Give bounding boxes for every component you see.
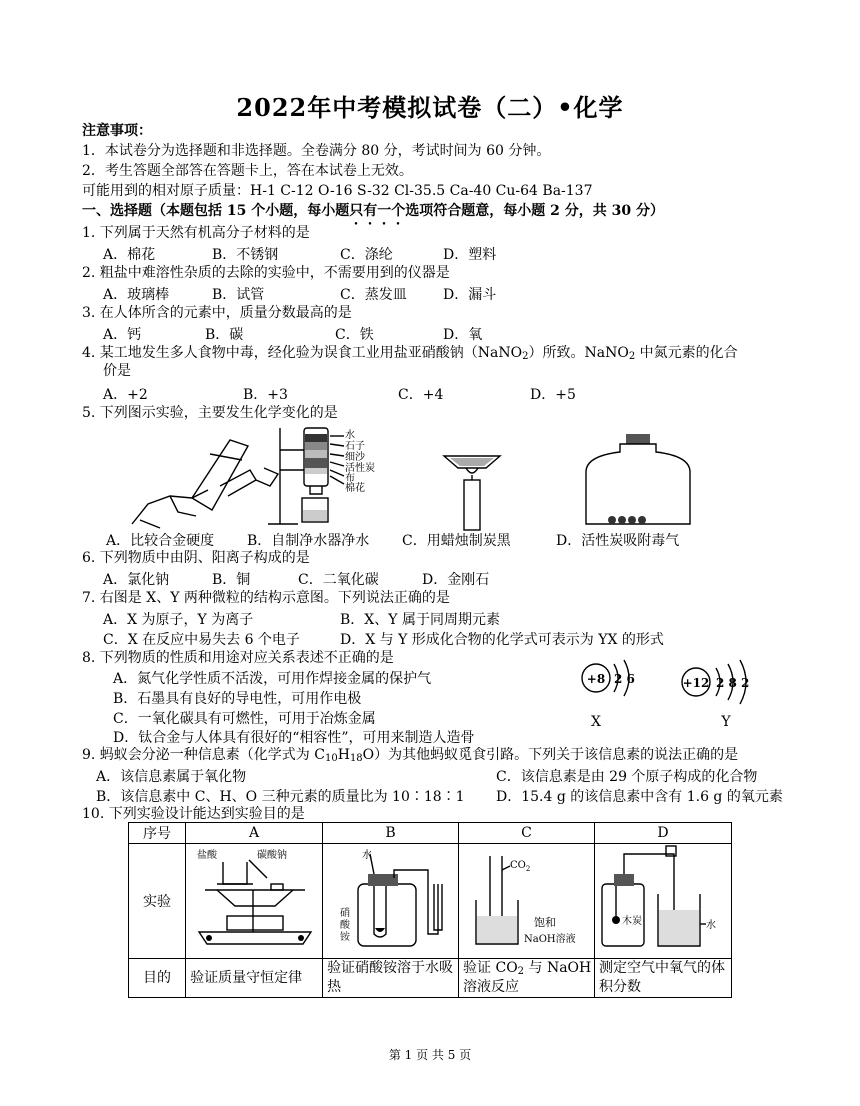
page-footer: 第 1 页 共 5 页 [388, 1048, 472, 1062]
filter-layer-6: 棉花 [345, 483, 365, 494]
q5-illustrations [100, 420, 790, 532]
table-header-row [129, 823, 732, 844]
goal-c [459, 959, 595, 998]
q7-option-a: A．X 为原子，Y 为离子 [103, 612, 254, 628]
q1-stem: 1. 下列属于天然有机高分子材料的是 [82, 225, 310, 241]
goal-c-sub: 2 [517, 966, 525, 977]
q5-stem: 5. 下列图示实验，主要发生化学变化的是 [82, 405, 338, 421]
q1-option-c: C．涤纶 [340, 247, 393, 263]
q1-option-a: A．棉花 [103, 247, 156, 263]
atomic-masses: 可能用到的相对原子质量：H-1 C-12 O-16 S-32 Cl-35.5 Ca-40 Cu-64 Ba-137 [82, 183, 593, 199]
q6-option-d: D．金刚石 [422, 572, 490, 588]
x-shells: 2 6 [614, 672, 635, 686]
candle-soot-figure [444, 456, 500, 530]
balance-figure [187, 844, 321, 954]
q3-option-b: B．碳 [205, 327, 244, 343]
water-purifier-figure [268, 428, 375, 524]
q8-stem: 8. 下列物质的性质和用途对应关系表述不正确的是 [82, 650, 394, 666]
row-label-goal: 目的 [129, 959, 186, 998]
experiment-b-cell [323, 844, 459, 959]
notice-line-1: 1．本试卷分为选择题和非选择题。全卷满分 80 分，考试时间为 60 分钟。 [82, 143, 551, 159]
q3-option-c: C．铁 [335, 327, 374, 343]
oxygen-volume-figure [596, 844, 730, 954]
header-d: D [595, 823, 732, 844]
q2-stem: 2. 粗盐中难溶性杂质的去除的实验中，不需要用到的仪器是 [82, 265, 450, 281]
header-c: C [459, 823, 595, 844]
q7-option-c: C．X 在反应中易失去 6 个电子 [103, 632, 300, 648]
q4-stem-line-2: 价是 [103, 363, 131, 379]
q6-option-a: A．氯化钠 [103, 572, 170, 588]
label-water-d: 水 [706, 920, 716, 931]
q7-stem: 7. 右图是 X、Y 两种微粒的结构示意图。下列说法正确的是 [82, 590, 450, 606]
goal-d: 测定空气中氧气的体积分数 [595, 959, 732, 998]
q8-option-c: C．一氧化碳具有可燃性，可用于冶炼金属 [113, 711, 376, 727]
label-sodium-carbonate: 碳酸钠 [257, 850, 288, 861]
notice-heading: 注意事项： [82, 123, 152, 139]
goal-c-post: 与 NaOH 溶液反应 [463, 960, 592, 995]
q1-option-b: B．不锈钢 [212, 247, 279, 263]
page-title: 2022年中考模拟试卷（二）•化学 [236, 93, 624, 122]
section-1-pre: 一、选择题（本题包括 15 个小题，每小题 [82, 203, 350, 219]
label-nitrate-2: 酸 [339, 920, 350, 931]
q4-option-a: A．+2 [103, 387, 148, 403]
section-1-post: 选项符合题意，每小题 2 分，共 30 分） [405, 203, 664, 219]
q2-option-d: D．漏斗 [443, 287, 497, 303]
q10-stem: 10. 下列实验设计能达到实验目的是 [82, 806, 305, 822]
x-label: X [591, 714, 601, 730]
y-shells: 2 8 2 [716, 676, 750, 690]
goal-b: 验证硝酸铵溶于水吸热 [323, 959, 459, 998]
q4-sub-2: 2 [628, 351, 636, 362]
experiment-table [128, 822, 732, 998]
q4-stem-post: 中氮元素的化合 [635, 345, 738, 361]
q4-stem [82, 344, 738, 362]
q6-option-b: B．铜 [212, 572, 251, 588]
experiment-c-cell [459, 844, 595, 959]
filter-layer-5: 布 [345, 473, 355, 484]
x-nucleus-charge: +8 [586, 672, 606, 686]
row-label-experiment: 实验 [129, 844, 186, 959]
filter-layer-4: 活性炭 [345, 463, 375, 474]
q9-stem-h: H [337, 747, 350, 763]
q6-stem: 6. 下列物质中由阴、阳离子构成的是 [82, 550, 310, 566]
q5-option-c: C．用蜡烛制炭黑 [402, 533, 511, 549]
goal-a: 验证质量守恒定律 [186, 959, 323, 998]
filter-layer-3: 细沙 [345, 452, 365, 463]
q4-sub: 2 [522, 351, 529, 362]
q9-option-c: C．该信息素是由 29 个原子构成的化合物 [496, 769, 758, 785]
q4-stem-pre: 4. 某工地发生多人食物中毒，经化验为误食工业用盐亚硝酸钠（NaNO [82, 345, 523, 361]
filter-layer-2: 石子 [345, 441, 365, 452]
q9-stem [82, 746, 738, 764]
q3-stem: 3. 在人体所含的元素中，质量分数最高的是 [82, 305, 352, 321]
q4-option-c: C．+4 [398, 387, 444, 403]
q6-option-c: C．二氧化碳 [298, 572, 379, 588]
q9-sub-c: 10 [324, 753, 338, 764]
y-nucleus-charge: +12 [682, 676, 710, 690]
q7-option-b: B．X、Y 属于同周期元素 [340, 612, 500, 628]
q9-stem-post: O）为其他蚂蚁觅食引路。下列关于该信息素的说法正确的是 [362, 747, 739, 763]
experiment-d-cell [595, 844, 732, 959]
q3-option-a: A．钙 [103, 327, 142, 343]
label-naoh-solution: NaOH溶液 [523, 934, 576, 945]
particle-x [582, 660, 635, 730]
q4-option-d: D．+5 [530, 387, 576, 403]
header-index: 序号 [129, 823, 186, 844]
ammonium-nitrate-figure [324, 844, 458, 954]
label-water: 水 [361, 850, 372, 861]
filter-layer-1: 水 [345, 430, 355, 441]
label-hydrochloric-acid: 盐酸 [197, 850, 218, 861]
q5-option-b: B．自制净水器净水 [247, 533, 370, 549]
q7-option-d: D．X 与 Y 形成化合物的化学式可表示为 YX 的形式 [340, 632, 664, 648]
q2-option-a: A．玻璃棒 [103, 287, 170, 303]
q4-option-b: B．+3 [243, 387, 288, 403]
q9-option-d: D．15.4 g 的该信息素中含有 1.6 g 的氧元素 [496, 789, 783, 805]
particle-y [682, 660, 749, 730]
q5-option-a: A．比较合金硬度 [106, 533, 215, 549]
section-1-emphasis: 只有一个 [349, 203, 406, 219]
charcoal-bottle-figure [586, 434, 690, 524]
q4-stem-mid: ）所致。NaNO [528, 345, 629, 361]
y-label: Y [721, 714, 731, 730]
q9-option-a: A．该信息素属于氧化物 [96, 769, 247, 785]
q2-option-b: B．试管 [212, 287, 265, 303]
notice-line-2: 2．考生答题全部答在答题卡上，答在本试卷上无效。 [82, 163, 413, 179]
q5-option-d: D．活性炭吸附毒气 [556, 533, 680, 549]
label-charcoal: 木炭 [622, 916, 642, 927]
q8-option-b: B．石墨具有良好的导电性，可用作电极 [113, 691, 362, 707]
label-nitrate-3: 铵 [339, 932, 350, 943]
label-co2: $CO_2$ [509, 860, 530, 873]
goal-c-pre: 验证 CO [463, 960, 518, 976]
experiment-a-cell [186, 844, 323, 959]
q9-option-b: B．该信息素中 C、H、O 三种元素的质量比为 10∶18∶1 [96, 789, 465, 805]
atom-structure-diagram [578, 656, 778, 734]
q8-option-a: A．氮气化学性质不活泼，可用作焊接金属的保护气 [113, 671, 432, 687]
q9-sub-h: 18 [349, 753, 363, 764]
q9-stem-pre: 9. 蚂蚁会分泌一种信息素（化学式为 C [82, 747, 325, 763]
table-row-experiment [129, 844, 732, 959]
label-nitrate-1: 硝 [339, 908, 350, 919]
table-row-goal [129, 959, 732, 998]
q2-option-c: C．蒸发皿 [340, 287, 407, 303]
header-a: A [186, 823, 323, 844]
label-saturated: 饱和 [533, 916, 556, 929]
q8-option-d: D．钛合金与人体具有很好的“相容性”，可用来制造人造骨 [113, 730, 475, 746]
q1-option-d: D．塑料 [443, 247, 497, 263]
alloy-hardness-figure [132, 440, 278, 528]
q3-option-d: D．氧 [443, 327, 483, 343]
co2-naoh-figure [460, 844, 594, 954]
header-b: B [323, 823, 459, 844]
